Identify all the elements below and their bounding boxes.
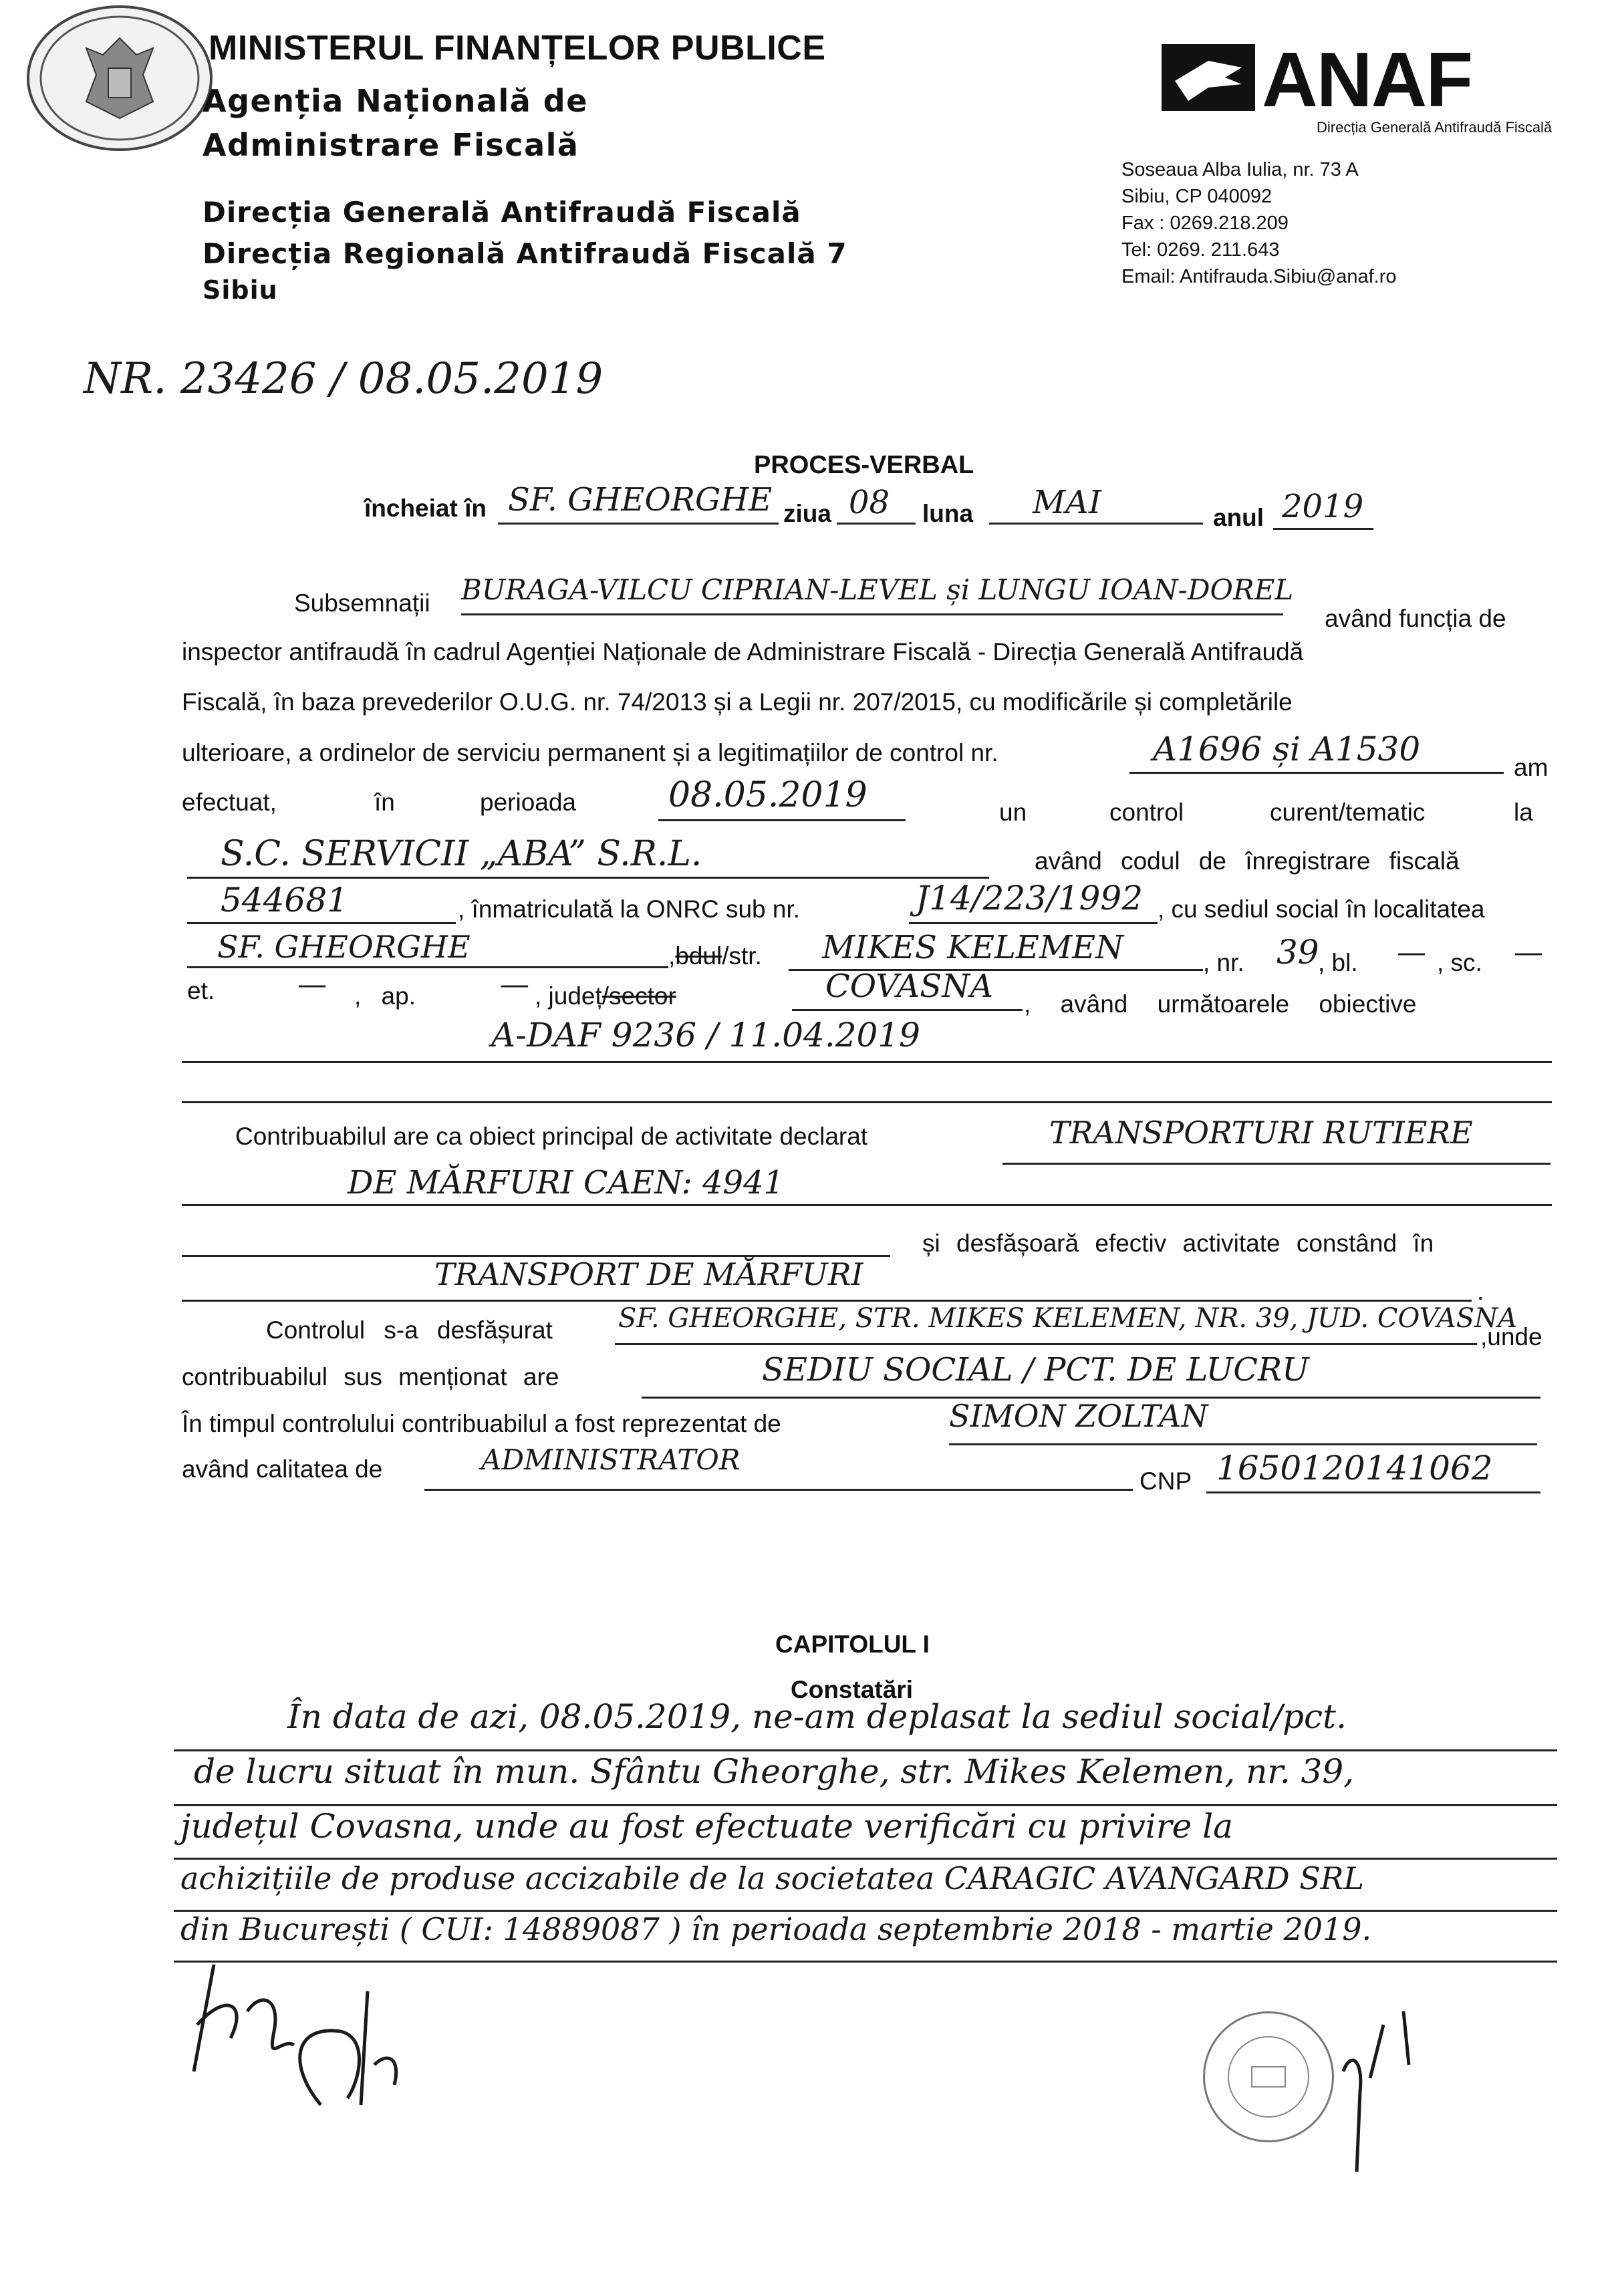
office-type-value[interactable]: SEDIU SOCIAL / PCT. DE LUCRU [762,1351,1309,1389]
onrc-underline [909,922,1158,924]
month-value[interactable]: MAI [1033,484,1101,521]
capacity-value[interactable]: ADMINISTRATOR [481,1443,741,1476]
block-label: , bl. [1318,949,1358,976]
sector-struck: /sector [601,982,676,1010]
main-activity-value-2[interactable]: DE MĂRFURI CAEN: 4941 [348,1164,785,1201]
findings-line: achizițiile de produse accizabile de la societatea CARAGIC AVANGARD SRL [180,1860,1364,1896]
anaf-logo-subtitle: Direcția Generală Antifraudă Fiscală [1317,119,1553,136]
ministry-name: MINISTERUL FINANȚELOR PUBLICE [209,29,826,67]
coat-of-arms-icon [29,8,210,148]
undersigned-label: Subsemnații [294,589,430,617]
city: Sibiu [203,275,278,305]
actual-activity-value[interactable]: TRANSPORT DE MĂRFURI [434,1256,863,1292]
un-label: un [999,799,1027,826]
period-value[interactable]: 08.05.2019 [668,775,867,815]
year-underline [1273,528,1373,530]
perioada-label: perioada [480,788,577,816]
block-value[interactable]: — [1397,936,1426,970]
findings-underline [174,1858,1557,1860]
having-function-label: având funcția de [1325,605,1506,632]
findings-line: județul Covasna, unde au fost efectuate verificări cu privire la [180,1807,1233,1846]
ministry-seal [27,5,213,151]
day-value[interactable]: 08 [849,484,890,521]
day-underline [837,523,916,525]
main-activity-underline-1 [1002,1163,1551,1165]
locality-value[interactable]: SF. GHEORGHE [217,929,471,965]
apartment-label: , ap. [354,982,416,1010]
stamp-icon [1205,2013,1332,2140]
cnp-label: CNP [1139,1467,1192,1495]
control-label: control [1109,799,1184,826]
inspector-signatures [167,1951,448,2125]
control-ids-underline [1129,772,1504,774]
cnp-underline [1206,1491,1540,1493]
am-label: am [1514,754,1549,781]
representative-value[interactable]: SIMON ZOLTAN [949,1398,1208,1434]
anaf-logo-text: ANAF [1262,36,1472,123]
address-line: Tel: 0269. 211.643 [1121,239,1280,261]
findings-line: de lucru situat în mun. Sfântu Gheorghe, str. Mikes Kelemen, nr. 39, [194,1752,1355,1791]
year-label: anul [1213,504,1264,531]
direction-regional: Direcția Regională Antifraudă Fiscală 7 [203,237,847,270]
taxpayer-has-label: contribuabilul sus menționat are [182,1363,559,1391]
place-value[interactable]: SF. GHEORGHE [508,481,773,519]
county-label-text: , județ [535,982,602,1010]
efectuat-label: efectuat, [182,788,277,816]
number-label: , nr. [1203,949,1244,976]
body-paragraph-line: ulterioare, a ordinelor de serviciu permanent și a legitimațiilor de control nr. [182,739,998,766]
in-label: în [374,788,395,816]
actual-activity-label: și desfășoară efectiv activitate constând în [922,1230,1434,1257]
address-line: Soseaua Alba Iulia, nr. 73 A [1121,159,1359,180]
objectives-label: , având următoarele obiective [1024,990,1417,1018]
agency-line2: Administrare Fiscală [203,127,579,163]
actual-activity-underline [182,1300,1472,1302]
concluded-in-label: încheiat în [364,494,487,522]
control-location-value[interactable]: SF. GHEORGHE, STR. MIKES KELEMEN, NR. 39, JUD. COVASNA [618,1303,1517,1334]
company-name-value[interactable]: S.C. SERVICII „ABA” S.R.L. [221,834,702,874]
address-line: Sibiu, CP 040092 [1121,186,1272,207]
representative-underline [949,1443,1537,1445]
inspectors-underline [461,613,1283,615]
street-value[interactable]: MIKES KELEMEN [822,929,1124,966]
inspectors-names[interactable]: BURAGA-VILCU CIPRIAN-LEVEL și LUNGU IOAN-DOREL [461,573,1294,606]
locality-underline [187,966,668,968]
fiscal-code-underline [187,922,456,924]
street-label-comma: , [668,942,676,970]
street-label-text: /str. [722,942,762,970]
findings-line: din București ( CUI: 14889087 ) în perioada septembrie 2018 - martie 2019. [180,1911,1372,1947]
body-paragraph-line: Fiscală, în baza prevederilor O.U.G. nr. 74/2013 și a Legii nr. 207/2015, cu modificările și completările [182,688,1293,716]
control-location-underline [615,1343,1477,1345]
document-title: PROCES-VERBAL [754,451,974,479]
onrc-value[interactable]: J14/223/1992 [916,879,1144,917]
registration-number: NR. 23426 / 08.05.2019 [84,354,603,404]
county-value[interactable]: COVASNA [825,968,993,1005]
year-value[interactable]: 2019 [1282,488,1364,525]
street-label [668,942,762,970]
county-underline [792,1009,1023,1011]
agency-line1: Agenția Națională de [203,83,588,119]
day-label: ziua [783,500,831,527]
where-label: ,unde [1480,1323,1542,1350]
number-value[interactable]: 39 [1277,933,1319,972]
month-underline [989,523,1203,525]
objectives-value[interactable]: A-DAF 9236 / 11.04.2019 [491,1016,920,1054]
floor-label: et. [187,977,215,1004]
apartment-value[interactable]: — [500,968,529,1002]
fiscal-code-label: având codul de înregistrare fiscală [1035,847,1460,875]
capacity-label: având calitatea de [182,1455,383,1483]
period-underline [658,819,906,821]
address-block [1121,156,1397,290]
objectives-underline-1 [182,1061,1552,1063]
body-paragraph-line: inspector antifraudă în cadrul Agenției Naționale de Administrare Fiscală - Direcția Generală Antifraudă [182,638,1304,666]
la-label: la [1514,799,1533,826]
current-thematic-label: curent/tematic [1270,799,1426,826]
onrc-label: , înmatriculată la ONRC sub nr. [458,895,801,923]
direction-general: Direcția Generală Antifraudă Fiscală [203,196,801,229]
findings-underline [174,1804,1557,1806]
represented-by-label: În timpul controlului contribuabilul a fost reprezentat de [182,1410,781,1437]
company-stamp [1203,2011,1334,2142]
company-underline [187,877,989,879]
control-ids-value[interactable]: A1696 și A1530 [1153,730,1421,768]
stairs-label: , sc. [1437,949,1482,976]
main-activity-underline-2 [182,1204,1552,1206]
month-label: luna [922,500,974,527]
address-line: Fax : 0269.218.209 [1121,212,1289,234]
chapter-title: CAPITOLUL I [775,1630,930,1658]
stairs-value[interactable]: — [1514,936,1543,970]
address-line: Email: Antifrauda.Sibiu@anaf.ro [1121,266,1397,287]
objectives-underline-2 [182,1101,1552,1103]
cnp-value[interactable]: 1650120141062 [1216,1449,1493,1487]
eagle-logo-icon [1162,44,1255,111]
findings-underline [174,1749,1557,1751]
findings-line: În data de azi, 08.05.2019, ne-am deplasat la sediul social/pct. [287,1697,1347,1736]
main-activity-label: Contribuabilul are ca obiect principal de activitate declarat [235,1123,868,1150]
floor-value[interactable]: — [297,968,327,1002]
place-underline [498,523,779,525]
control-location-label: Controlul s-a desfășurat [266,1316,553,1344]
capacity-underline [424,1489,1133,1491]
boulevard-struck: bdul [675,942,722,970]
chapter-subtitle: Constatări [791,1676,913,1703]
representative-signature [1330,1998,1437,2198]
main-activity-value-1[interactable]: TRANSPORTURI RUTIERE [1049,1115,1473,1151]
county-label [535,982,676,1010]
fiscal-code-value[interactable]: 544681 [221,881,348,919]
registered-office-label: , cu sediul social în localitatea [1158,895,1485,923]
actual-activity-dot: . [1477,1278,1484,1305]
